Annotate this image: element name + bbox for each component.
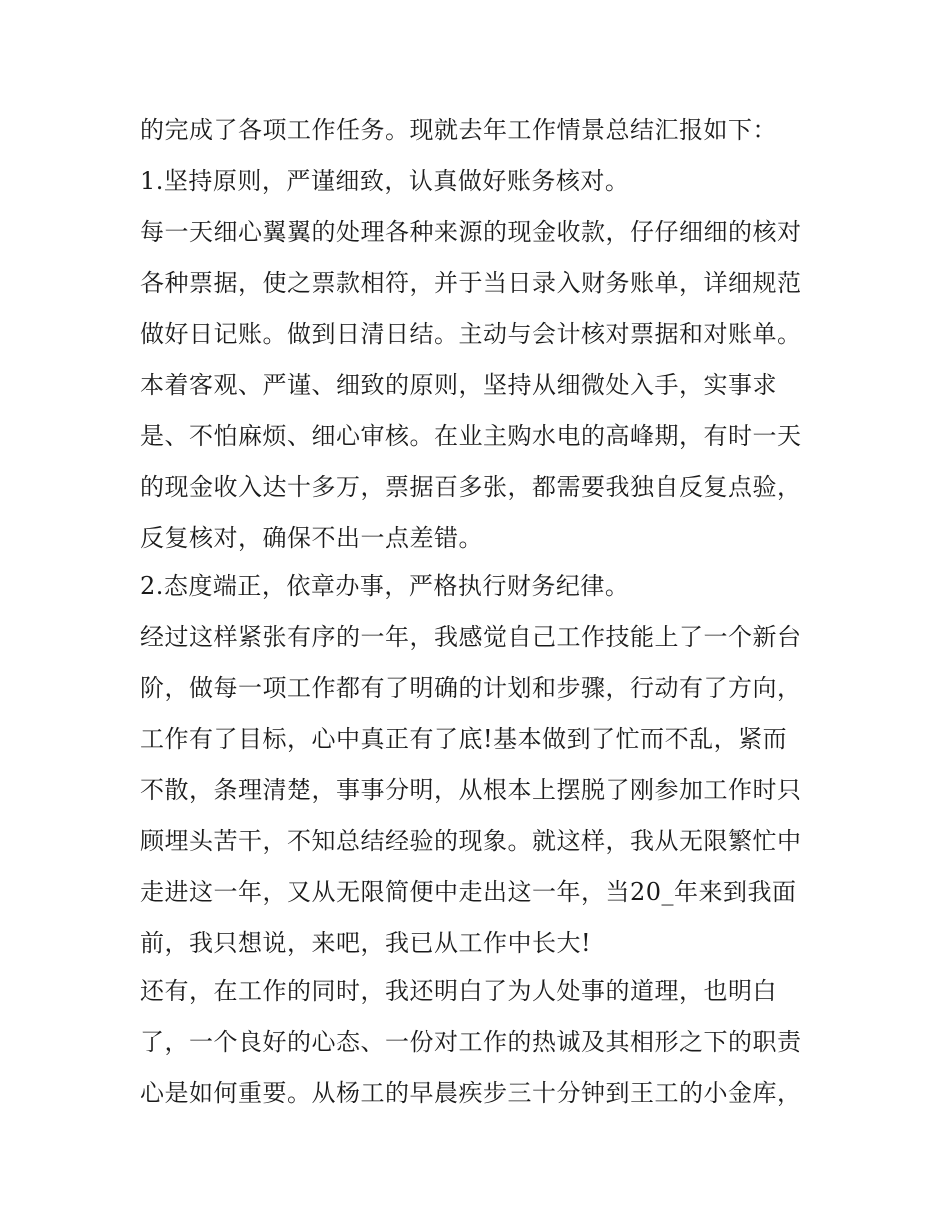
text-line: 了，一个良好的心态、一份对工作的热诚及其相形之下的职责 (140, 1028, 802, 1056)
text-line: 做好日记账。做到日清日结。主动与会计核对票据和对账单。 (140, 320, 802, 348)
text-line: 阶，做每一项工作都有了明确的计划和步骤，行动有了方向， (140, 674, 802, 702)
text-line: 的现金收入达十多万，票据百多张，都需要我独自反复点验， (140, 473, 802, 501)
section-heading-2: 2.态度端正，依章办事，严格执行财务纪律。 (140, 572, 630, 600)
text-line: 前，我只想说，来吧，我已从工作中长大! (140, 929, 592, 957)
text-line: 每一天细心翼翼的处理各种来源的现金收款，仔仔细细的核对 (140, 218, 802, 246)
text-line: 工作有了目标，心中真正有了底!基本做到了忙而不乱，紧而 (140, 725, 788, 753)
text-line: 经过这样紧张有序的一年，我感觉自己工作技能上了一个新台 (140, 623, 802, 651)
section-heading-1: 1.坚持原则，严谨细致，认真做好账务核对。 (140, 167, 630, 195)
text-line: 的完成了各项工作任务。现就去年工作情景总结汇报如下： (140, 116, 777, 144)
text-line: 本着客观、严谨、细致的原则，坚持从细微处入手，实事求 (140, 371, 777, 399)
text-line: 各种票据，使之票款相符，并于当日录入财务账单，详细规范 (140, 269, 802, 297)
text-line: 不散，条理清楚，事事分明，从根本上摆脱了刚参加工作时只 (140, 776, 802, 804)
text-line: 顾埋头苦干，不知总结经验的现象。就这样，我从无限繁忙中 (140, 827, 802, 855)
text-line: 心是如何重要。从杨工的早晨疾步三十分钟到王工的小金库， (140, 1079, 802, 1107)
text-line: 是、不怕麻烦、细心审核。在业主购水电的高峰期，有时一天 (140, 422, 802, 450)
text-line: 反复核对，确保不出一点差错。 (140, 524, 483, 552)
text-line: 走进这一年，又从无限简便中走出这一年，当20_年来到我面 (140, 878, 797, 906)
text-line: 还有，在工作的同时，我还明白了为人处事的道理，也明白 (140, 977, 777, 1005)
